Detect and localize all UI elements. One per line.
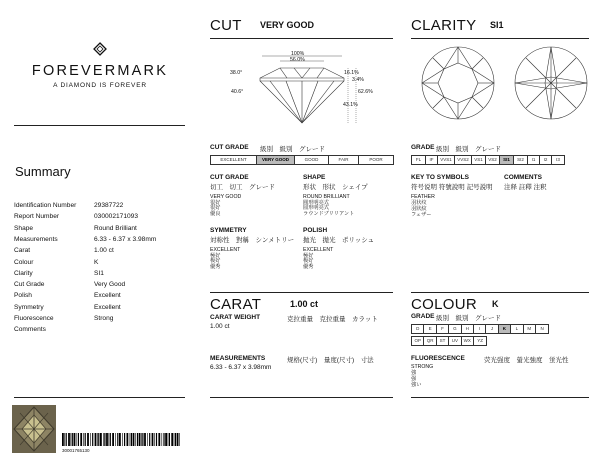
summary-key: Identification Number (14, 202, 77, 209)
summary-row (14, 315, 194, 322)
carat-weight-value: 1.00 ct (210, 323, 230, 330)
summary-value: K (94, 258, 99, 266)
property-value: 圓形明亮式 (303, 199, 329, 206)
barcode-bar (76, 433, 77, 446)
barcode (62, 433, 182, 446)
barcode-bar (177, 433, 179, 446)
summary-key: Cut Grade (14, 281, 45, 289)
fluorescence-values (411, 364, 433, 388)
barcode-bar (98, 433, 99, 446)
barcode-bar (127, 433, 129, 446)
carat-weight-label: CARAT WEIGHT (210, 314, 261, 321)
summary-key: Colour (14, 258, 34, 266)
barcode-bar (154, 433, 155, 446)
barcode-bar (131, 433, 132, 446)
diagram-pavilion-angle: 40.6° (231, 89, 244, 95)
left-bottom-rule (14, 397, 185, 398)
property-value: 很好 (210, 199, 221, 206)
summary-row (14, 202, 194, 209)
summary-row (14, 225, 194, 232)
property-jp: 切工 切工 グレード (210, 184, 275, 191)
cut-top-rule (210, 38, 393, 39)
summary-value: 29387722 (94, 202, 124, 209)
property-value: 優秀 (210, 263, 221, 270)
carat-value: 1.00 ct (290, 299, 319, 309)
clarity-scale-label: GRADE (411, 144, 435, 151)
summary-value (94, 326, 194, 333)
property-value: 極好 (210, 252, 221, 259)
summary-value: Excellent (94, 292, 121, 300)
barcode-bar (103, 433, 104, 446)
value-line: FEATHER (411, 194, 435, 200)
barcode-bar (142, 433, 143, 446)
barcode-bar (64, 433, 65, 446)
comments-jp: 注释 註釋 注釈 (504, 184, 547, 191)
barcode-bar (175, 433, 176, 446)
scale-cell: I (474, 325, 486, 333)
summary-row (14, 213, 194, 220)
colour-top-rule (411, 292, 589, 293)
fluorescence-label: FLUORESCENCE (411, 355, 465, 362)
barcode-bar (119, 433, 121, 446)
barcode-bar (135, 433, 136, 446)
property-jp: 抛光 拋光 ポリッシュ (303, 237, 375, 244)
scale-cell: YZ (477, 338, 484, 343)
diagram-table-pct: 100% (291, 51, 305, 57)
barcode-bar (104, 433, 105, 446)
scale-cell: J (486, 325, 498, 333)
scale-cell: N (540, 326, 544, 331)
property-value: 優良 (210, 210, 221, 217)
diamond-icon (93, 42, 107, 56)
scale-cell: L (511, 325, 523, 333)
barcode-bar (97, 433, 98, 446)
scale-cell: SI1 (500, 156, 514, 164)
diagram-crown-height: 16.1% (344, 70, 359, 76)
carat-title: CARAT (210, 296, 262, 313)
barcode-bar (171, 433, 173, 446)
value-line: 强 (411, 376, 417, 382)
measurements-jp: 规格(尺寸) 量度(尺寸) 寸法 (287, 357, 374, 364)
barcode-bar (117, 433, 118, 446)
property-value: 极好 (303, 258, 314, 264)
scale-cell: SI2 (514, 156, 528, 164)
property-value: ラウンドブリリアント (303, 210, 355, 217)
property-value: EXCELLENT (303, 247, 334, 253)
property-value: 很好 (210, 205, 221, 211)
barcode-bar (66, 433, 67, 446)
summary-row (14, 247, 194, 254)
clarity-plot-crown (420, 45, 496, 121)
scale-cell: FAIR (329, 156, 359, 164)
scale-cell: POOR (369, 157, 383, 162)
carat-bottom-rule (210, 397, 393, 398)
value-line: 強い (411, 382, 422, 388)
summary-value: 1.00 ct (94, 247, 114, 255)
diagram-pavilion-depth: 43.1% (343, 102, 358, 108)
property-jp: 対称性 對稱 シンメトリー (210, 237, 295, 244)
diagram-depth: 62.6% (358, 89, 373, 95)
value-line: 強 (411, 370, 417, 376)
scale-cell: ST (437, 337, 449, 345)
barcode-bar (149, 433, 150, 446)
scale-cell: IF (426, 156, 438, 164)
summary-row (14, 236, 194, 243)
property-value: 極好 (303, 252, 314, 259)
colour-scale-jp: 級別 級別 グレード (436, 315, 501, 322)
summary-key: Measurements (14, 235, 58, 243)
barcode-bar (92, 433, 93, 446)
property-label: POLISH (303, 227, 328, 234)
summary-key: Carat (14, 247, 31, 255)
measurements-value: 6.33 - 6.37 x 3.98mm (210, 364, 272, 371)
scale-cell: D (412, 325, 424, 333)
value-line: フェザー (411, 212, 432, 218)
property-value: EXCELLENT (210, 247, 241, 253)
brand-tagline: A DIAMOND IS FOREVER (53, 82, 147, 89)
summary-value: SI1 (94, 269, 104, 277)
barcode-bar (174, 433, 175, 446)
colour-bottom-rule (411, 397, 589, 398)
barcode-bar (106, 433, 108, 446)
summary-row (14, 292, 194, 299)
key-to-symbols-values (411, 194, 435, 218)
barcode-bar (112, 433, 114, 446)
barcode-bar (169, 433, 170, 446)
barcode-bar (156, 433, 157, 446)
barcode-bar (83, 433, 84, 446)
scale-cell: G (449, 325, 461, 333)
barcode-bar (139, 433, 141, 446)
scale-cell: VS1 (472, 156, 486, 164)
cut-title: CUT (210, 17, 242, 34)
summary-value: Strong (94, 315, 114, 322)
summary-key: Shape (14, 224, 34, 232)
barcode-bar (80, 433, 82, 446)
scale-cell: M (524, 325, 536, 333)
scale-cell: VVS1 (438, 156, 455, 164)
barcode-bar (158, 433, 160, 446)
property-jp: 形状 形状 シェイプ (303, 184, 368, 191)
summary-row (14, 270, 194, 277)
summary-row (14, 304, 194, 311)
barcode-bar (115, 433, 116, 446)
summary-key: Comments (14, 326, 46, 334)
summary-value: 6.33 - 6.37 x 3.98mm (94, 235, 157, 243)
barcode-bar (90, 433, 91, 446)
clarity-grade-scale (411, 155, 565, 165)
property-label: SHAPE (303, 174, 326, 181)
scale-cell: I2 (540, 156, 552, 164)
barcode-bar (168, 433, 169, 446)
barcode-bar (78, 433, 79, 446)
colour-scale-label: GRADE (411, 313, 435, 320)
summary-key: Symmetry (14, 303, 44, 311)
diamond-photo (12, 405, 56, 453)
summary-title: Summary (15, 164, 71, 179)
value-line: 羽状纹 (411, 200, 427, 206)
barcode-bar (95, 433, 97, 446)
property-label: CUT GRADE (210, 174, 249, 181)
barcode-bar (130, 433, 131, 446)
scale-cell: EXCELLENT (211, 156, 257, 164)
clarity-plot-pavilion (513, 45, 589, 121)
barcode-bar (163, 433, 164, 446)
property-value: 圆形明亮式 (303, 205, 329, 211)
diagram-crown-angle: 38.0° (230, 70, 243, 76)
summary-row (14, 259, 194, 266)
property-value: VERY GOOD (210, 194, 242, 200)
barcode-bar (110, 433, 111, 446)
scale-cell: E (424, 325, 436, 333)
summary-value: 030002171093 (94, 213, 139, 221)
barcode-bar (109, 433, 110, 446)
barcode-bar (165, 433, 167, 446)
scale-cell: I3 (556, 157, 560, 162)
scale-cell: FL (412, 156, 426, 164)
barcode-bar (74, 433, 76, 446)
comments-label: COMMENTS (504, 174, 542, 181)
scale-cell: VVS2 (455, 156, 472, 164)
scale-cell: VS2 (486, 156, 500, 164)
barcode-bar (137, 433, 138, 446)
summary-value: Very Good (94, 281, 126, 289)
barcode-number: 30001765130 (62, 448, 90, 453)
clarity-scale-jp: 級別 級別 グレード (436, 146, 501, 153)
key-to-symbols-jp: 符号说明 符號說明 記号説明 (411, 184, 493, 191)
colour-grade-scale-2 (411, 336, 487, 346)
barcode-bar (62, 433, 64, 446)
clarity-title: CLARITY (411, 17, 477, 34)
barcode-bar (147, 433, 148, 446)
summary-row (14, 326, 194, 333)
scale-cell: VERY GOOD (257, 156, 295, 164)
diagram-table2-pct: 56.0% (290, 57, 305, 63)
property-value: 极好 (210, 258, 221, 264)
colour-title: COLOUR (411, 296, 477, 313)
measurements-label: MEASUREMENTS (210, 355, 266, 362)
brand-name: FOREVERMARK (31, 63, 169, 79)
scale-cell: WX (462, 337, 474, 345)
barcode-bar (87, 433, 89, 446)
barcode-bar (124, 433, 125, 446)
brand-logo (93, 42, 107, 56)
colour-grade-scale (411, 324, 549, 334)
cut-grade-jp: 級別 級別 グレード (260, 146, 325, 153)
barcode-bar (162, 433, 163, 446)
barcode-bar (141, 433, 142, 446)
carat-top-rule (210, 292, 393, 293)
barcode-bar (179, 433, 180, 446)
cut-grade-label: CUT GRADE (210, 144, 249, 151)
value-line: 羽狀紋 (411, 206, 427, 212)
barcode-bar (144, 433, 146, 446)
cut-grade-scale (210, 155, 394, 165)
cut-grade-value: VERY GOOD (260, 20, 315, 30)
scale-cell: H (462, 325, 474, 333)
property-label: SYMMETRY (210, 227, 247, 234)
scale-cell: UV (449, 337, 461, 345)
barcode-bar (71, 433, 72, 446)
property-value: 優秀 (303, 263, 314, 270)
diagram-girdle: 3.4% (352, 77, 364, 83)
barcode-bar (133, 433, 135, 446)
property-value: ROUND BRILLIANT (303, 194, 350, 200)
summary-key: Clarity (14, 269, 33, 277)
summary-value: Excellent (94, 303, 121, 311)
scale-cell: K (499, 325, 511, 333)
summary-key: Fluorescence (14, 315, 54, 322)
left-top-rule (14, 125, 185, 126)
summary-key: Report Number (14, 213, 60, 221)
clarity-top-rule (411, 38, 589, 39)
summary-key: Polish (14, 292, 32, 300)
scale-cell: F (437, 325, 449, 333)
fluorescence-jp: 荧光强度 螢光強度 蛍光性 (484, 357, 569, 364)
scale-cell: OP (412, 337, 424, 345)
barcode-bar (152, 433, 154, 446)
clarity-grade-value: SI1 (490, 20, 504, 30)
barcode-bar (68, 433, 70, 446)
value-line: STRONG (411, 364, 434, 370)
colour-grade-value: K (492, 299, 499, 309)
summary-value: Round Brilliant (94, 224, 137, 232)
barcode-bar (100, 433, 102, 446)
carat-weight-jp: 克拉重量 克拉重量 カラット (287, 316, 378, 323)
scale-cell: I1 (528, 156, 540, 164)
barcode-bar (85, 433, 86, 446)
barcode-bar (72, 433, 73, 446)
summary-row (14, 281, 194, 288)
key-to-symbols-label: KEY TO SYMBOLS (411, 174, 469, 181)
scale-cell: QR (424, 337, 436, 345)
barcode-bar (122, 433, 123, 446)
scale-cell: GOOD (295, 156, 329, 164)
